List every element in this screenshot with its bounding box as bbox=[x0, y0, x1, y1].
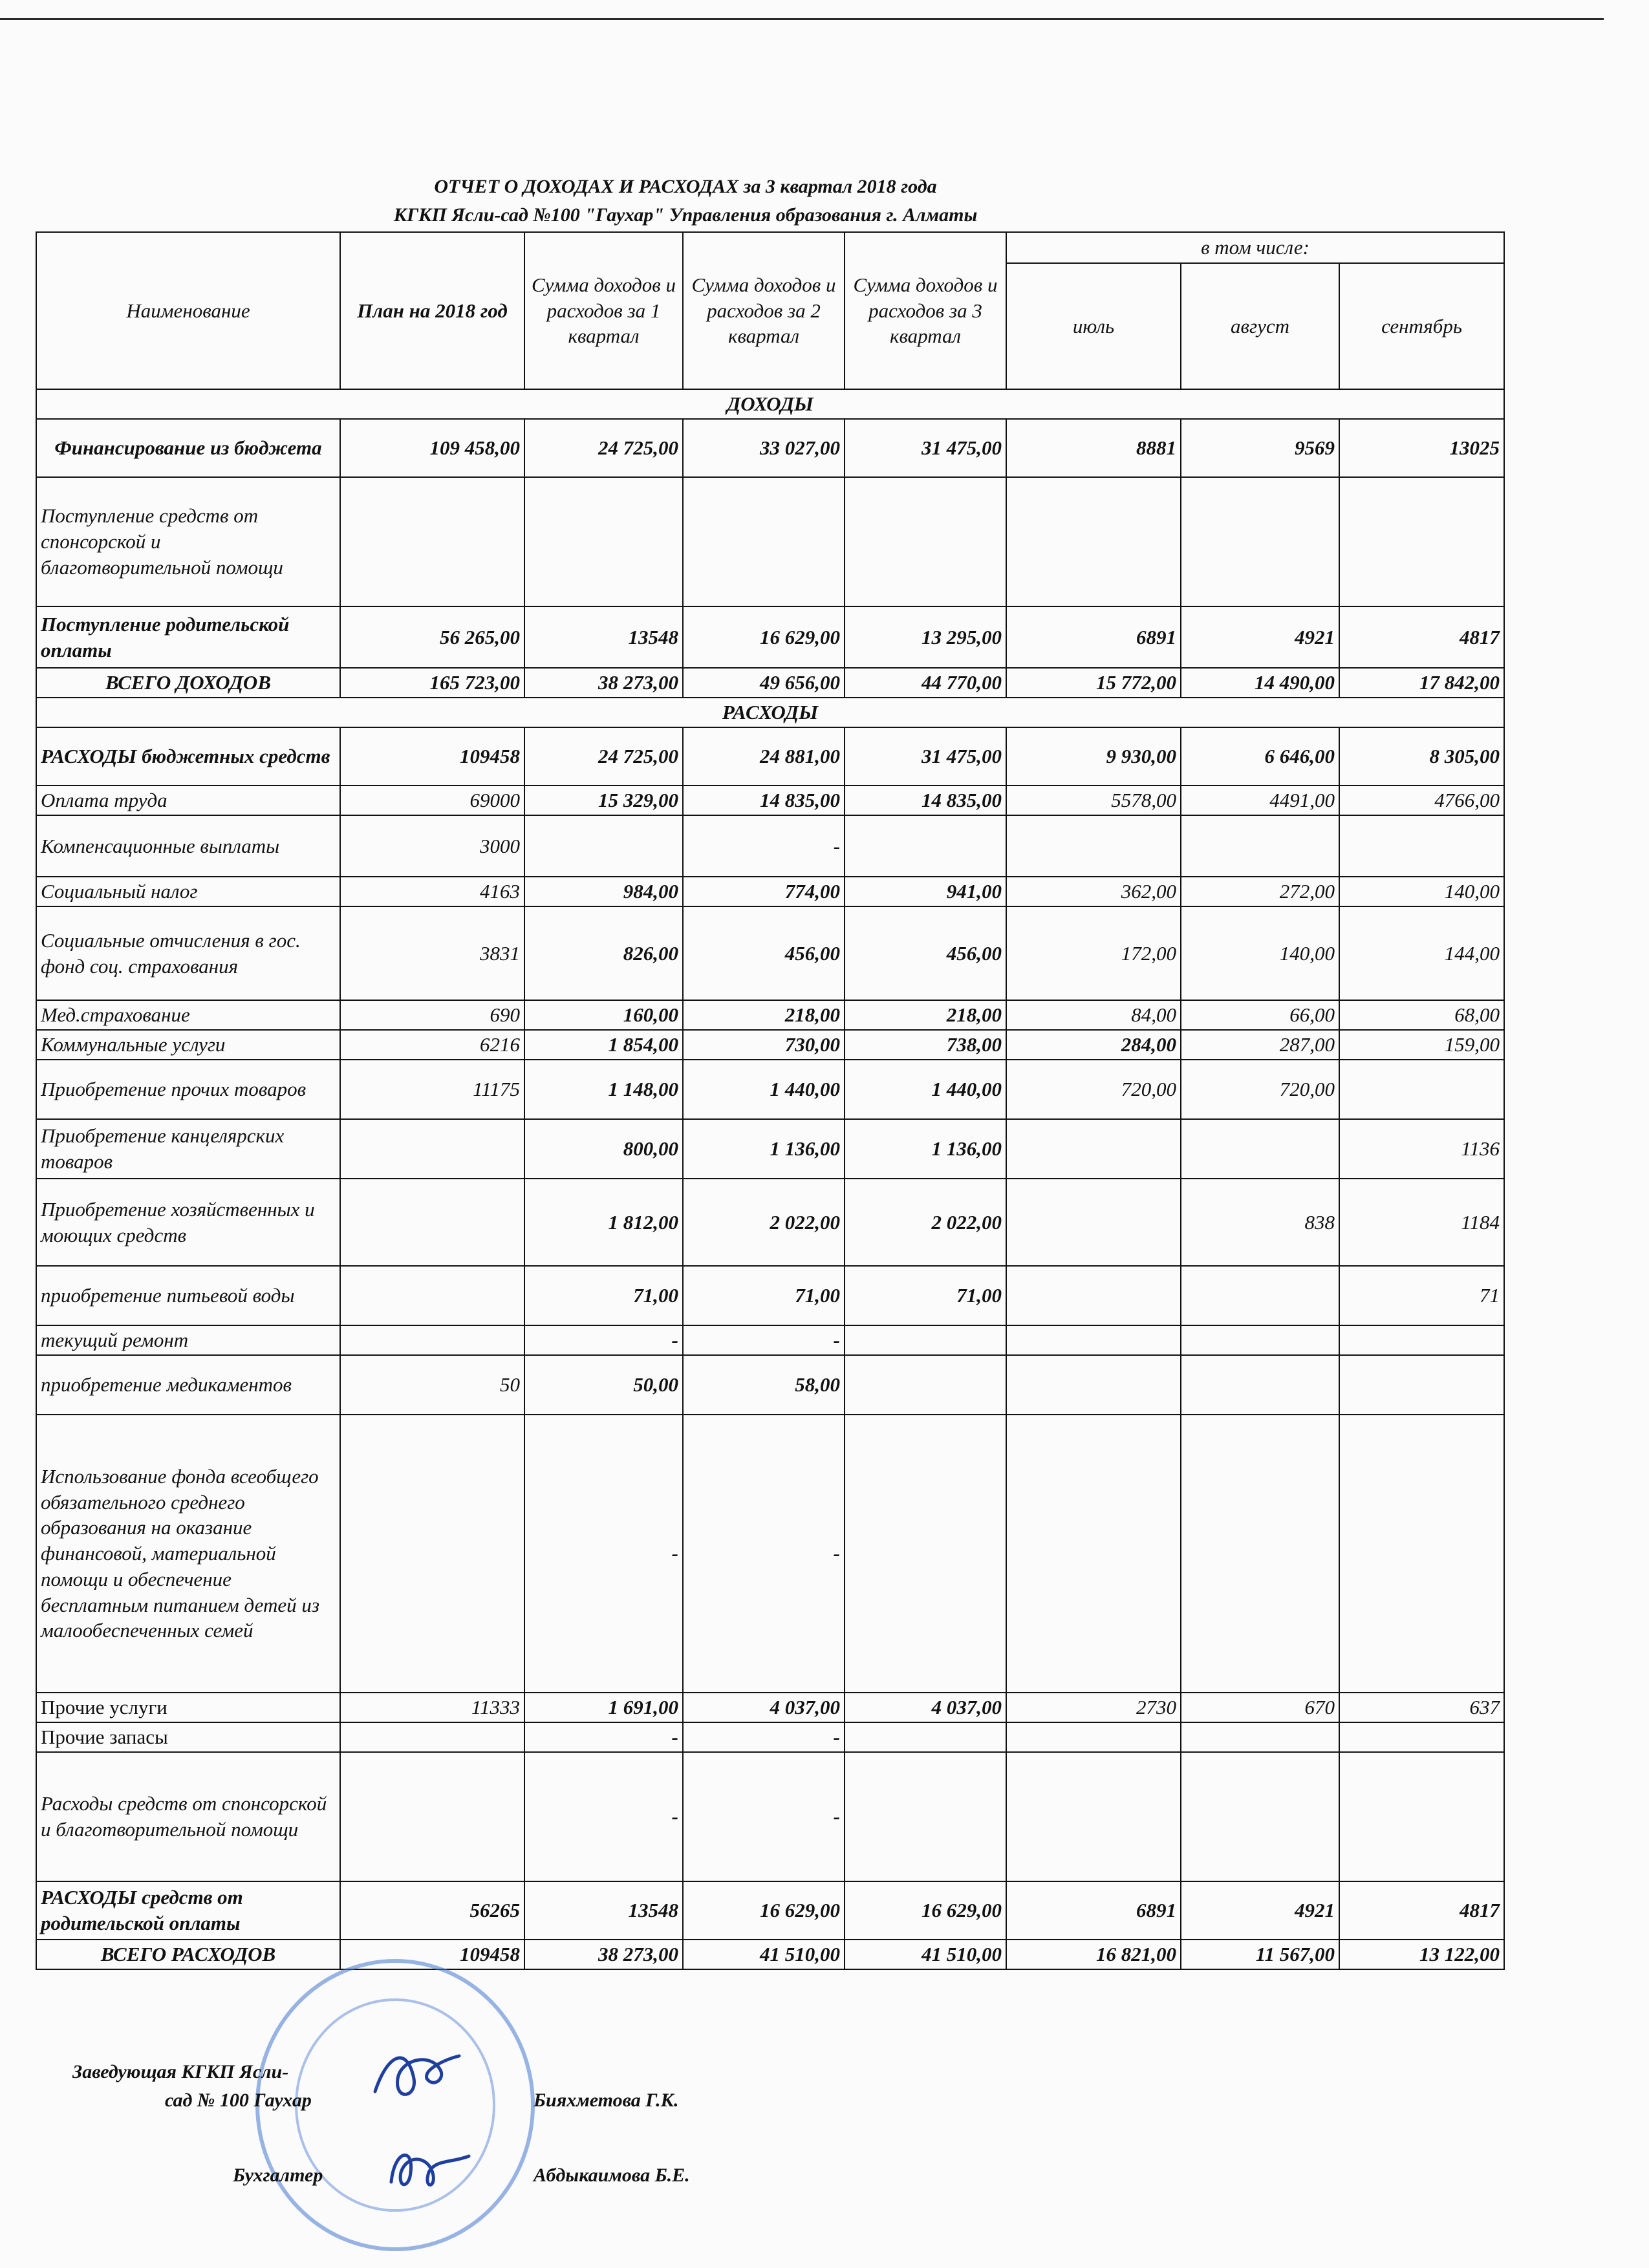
income-cell-q3: 44 770,00 bbox=[845, 668, 1006, 698]
expense-row-name: приобретение питьевой воды bbox=[36, 1266, 340, 1325]
expense-cell-aug: 720,00 bbox=[1181, 1060, 1339, 1119]
expense-cell-aug bbox=[1181, 1266, 1339, 1325]
expense-cell-aug bbox=[1181, 1752, 1339, 1881]
expense-row-name: Оплата труда bbox=[36, 786, 340, 815]
expense-cell-jul: 720,00 bbox=[1006, 1060, 1181, 1119]
expense-cell-q2: 24 881,00 bbox=[683, 727, 845, 786]
director-signature-icon bbox=[369, 2040, 466, 2111]
expense-cell-q1: 984,00 bbox=[524, 877, 683, 906]
income-cell-q2 bbox=[683, 477, 845, 606]
expense-cell-q1: 160,00 bbox=[524, 1000, 683, 1030]
expense-cell-sep: 68,00 bbox=[1339, 1000, 1504, 1030]
expense-cell-jul: 84,00 bbox=[1006, 1000, 1181, 1030]
income-row bbox=[36, 606, 1504, 668]
income-row bbox=[36, 419, 1504, 477]
expense-row bbox=[36, 1752, 1504, 1881]
expense-cell-jul bbox=[1006, 815, 1181, 877]
expense-row-name: ВСЕГО РАСХОДОВ bbox=[36, 1940, 340, 1969]
expense-cell-q2: - bbox=[683, 1325, 845, 1355]
header-name: Наименование bbox=[36, 232, 340, 389]
income-cell-sep bbox=[1339, 477, 1504, 606]
expense-row-name: Приобретение прочих товаров bbox=[36, 1060, 340, 1119]
expense-cell-jul: 6891 bbox=[1006, 1881, 1181, 1940]
expense-cell-q1: 1 854,00 bbox=[524, 1030, 683, 1060]
expense-row bbox=[36, 1030, 1504, 1060]
expense-cell-q1: 50,00 bbox=[524, 1355, 683, 1415]
expense-row bbox=[36, 1415, 1504, 1693]
expense-row bbox=[36, 786, 1504, 815]
income-row-name: Поступление родительской оплаты bbox=[36, 606, 340, 668]
expense-cell-plan: 50 bbox=[340, 1355, 524, 1415]
expense-cell-aug bbox=[1181, 815, 1339, 877]
expense-cell-aug: 670 bbox=[1181, 1693, 1339, 1722]
expense-cell-q2: 14 835,00 bbox=[683, 786, 845, 815]
header-plan: План на 2018 год bbox=[340, 232, 524, 389]
expense-cell-plan bbox=[340, 1119, 524, 1179]
expense-cell-q1: 826,00 bbox=[524, 906, 683, 1000]
expense-cell-sep: 140,00 bbox=[1339, 877, 1504, 906]
income-cell-jul: 15 772,00 bbox=[1006, 668, 1181, 698]
expense-row bbox=[36, 1722, 1504, 1752]
expense-cell-sep bbox=[1339, 1325, 1504, 1355]
expense-cell-sep: 8 305,00 bbox=[1339, 727, 1504, 786]
expense-row bbox=[36, 1693, 1504, 1722]
expense-row-name: РАСХОДЫ средств от родительской оплаты bbox=[36, 1881, 340, 1940]
report-title: ОТЧЕТ О ДОХОДАХ И РАСХОДАХ за 3 квартал 2018 года bbox=[434, 176, 937, 197]
expense-cell-plan: 56265 bbox=[340, 1881, 524, 1940]
expense-row-name: Социальный налог bbox=[36, 877, 340, 906]
expense-cell-plan: 11175 bbox=[340, 1060, 524, 1119]
expense-cell-sep: 159,00 bbox=[1339, 1030, 1504, 1060]
expense-cell-q3: 14 835,00 bbox=[845, 786, 1006, 815]
expense-cell-sep: 1184 bbox=[1339, 1179, 1504, 1266]
expense-cell-aug: 4921 bbox=[1181, 1881, 1339, 1940]
income-cell-aug: 4921 bbox=[1181, 606, 1339, 668]
expense-row bbox=[36, 1119, 1504, 1179]
expense-cell-aug: 838 bbox=[1181, 1179, 1339, 1266]
expense-cell-plan: 3000 bbox=[340, 815, 524, 877]
report-subtitle: КГКП Ясли-сад №100 "Гаухар" Управления образования г. Алматы bbox=[393, 204, 978, 226]
income-cell-q3 bbox=[845, 477, 1006, 606]
expense-cell-jul bbox=[1006, 1752, 1181, 1881]
expense-cell-plan bbox=[340, 1325, 524, 1355]
expense-cell-q1: - bbox=[524, 1325, 683, 1355]
expense-cell-plan bbox=[340, 1415, 524, 1693]
expense-cell-q2: 218,00 bbox=[683, 1000, 845, 1030]
expense-row-name: Мед.страхование bbox=[36, 1000, 340, 1030]
income-cell-sep: 17 842,00 bbox=[1339, 668, 1504, 698]
expense-row-name: Приобретение хозяйственных и моющих средств bbox=[36, 1179, 340, 1266]
expense-cell-jul bbox=[1006, 1325, 1181, 1355]
expense-row bbox=[36, 1266, 1504, 1325]
expense-cell-q3: 4 037,00 bbox=[845, 1693, 1006, 1722]
section-expenses: РАСХОДЫ bbox=[36, 698, 1504, 727]
expense-cell-q3 bbox=[845, 1325, 1006, 1355]
expense-cell-q1: 1 148,00 bbox=[524, 1060, 683, 1119]
income-row-name: ВСЕГО ДОХОДОВ bbox=[36, 668, 340, 698]
expense-cell-plan: 109458 bbox=[340, 1940, 524, 1969]
expense-cell-plan bbox=[340, 1179, 524, 1266]
income-cell-aug bbox=[1181, 477, 1339, 606]
expense-cell-plan: 4163 bbox=[340, 877, 524, 906]
expense-cell-sep: 1136 bbox=[1339, 1119, 1504, 1179]
income-cell-q2: 49 656,00 bbox=[683, 668, 845, 698]
expense-cell-q2: - bbox=[683, 815, 845, 877]
expense-cell-jul bbox=[1006, 1266, 1181, 1325]
expense-cell-q1: 24 725,00 bbox=[524, 727, 683, 786]
expense-cell-plan: 3831 bbox=[340, 906, 524, 1000]
expense-cell-sep: 4817 bbox=[1339, 1881, 1504, 1940]
expense-cell-q1: 15 329,00 bbox=[524, 786, 683, 815]
expense-cell-q2: - bbox=[683, 1722, 845, 1752]
expense-cell-sep bbox=[1339, 1355, 1504, 1415]
income-row-name: Поступление средств от спонсорской и благотворительной помощи bbox=[36, 477, 340, 606]
expense-cell-q3 bbox=[845, 1722, 1006, 1752]
expense-cell-q3 bbox=[845, 1355, 1006, 1415]
expense-cell-q2: 1 440,00 bbox=[683, 1060, 845, 1119]
header-q1: Сумма доходов и расходов за 1 квартал bbox=[524, 232, 683, 389]
accountant-signature-icon bbox=[378, 2137, 475, 2201]
expense-cell-aug bbox=[1181, 1119, 1339, 1179]
expense-cell-q1: - bbox=[524, 1415, 683, 1693]
expense-cell-q3: 218,00 bbox=[845, 1000, 1006, 1030]
expense-cell-q2: 2 022,00 bbox=[683, 1179, 845, 1266]
expense-cell-q2: 1 136,00 bbox=[683, 1119, 845, 1179]
income-cell-q3: 31 475,00 bbox=[845, 419, 1006, 477]
expense-row-name: Социальные отчисления в гос. фонд соц. страхования bbox=[36, 906, 340, 1000]
expense-cell-q1: 1 812,00 bbox=[524, 1179, 683, 1266]
income-cell-q1: 24 725,00 bbox=[524, 419, 683, 477]
expense-cell-q3: 1 136,00 bbox=[845, 1119, 1006, 1179]
expense-row bbox=[36, 906, 1504, 1000]
expense-cell-q3: 1 440,00 bbox=[845, 1060, 1006, 1119]
expense-row bbox=[36, 1881, 1504, 1940]
expense-cell-q1: 13548 bbox=[524, 1881, 683, 1940]
expense-row bbox=[36, 1355, 1504, 1415]
expense-cell-q1: - bbox=[524, 1722, 683, 1752]
expense-cell-aug bbox=[1181, 1355, 1339, 1415]
expense-cell-q2: 41 510,00 bbox=[683, 1940, 845, 1969]
expense-cell-sep bbox=[1339, 1722, 1504, 1752]
expense-cell-plan: 109458 bbox=[340, 727, 524, 786]
expense-cell-sep: 4766,00 bbox=[1339, 786, 1504, 815]
expense-cell-q1: 1 691,00 bbox=[524, 1693, 683, 1722]
expense-cell-aug: 6 646,00 bbox=[1181, 727, 1339, 786]
income-cell-plan: 165 723,00 bbox=[340, 668, 524, 698]
expense-cell-q2: - bbox=[683, 1752, 845, 1881]
expense-cell-jul: 9 930,00 bbox=[1006, 727, 1181, 786]
expense-cell-q3: 941,00 bbox=[845, 877, 1006, 906]
expense-cell-sep bbox=[1339, 1415, 1504, 1693]
expense-cell-sep: 144,00 bbox=[1339, 906, 1504, 1000]
header-september: сентябрь bbox=[1339, 263, 1504, 389]
expense-cell-q2: 16 629,00 bbox=[683, 1881, 845, 1940]
expense-cell-q3: 41 510,00 bbox=[845, 1940, 1006, 1969]
income-rows bbox=[36, 419, 1504, 698]
expense-cell-q2: 4 037,00 bbox=[683, 1693, 845, 1722]
expense-cell-q1: 38 273,00 bbox=[524, 1940, 683, 1969]
expense-cell-q3: 456,00 bbox=[845, 906, 1006, 1000]
expense-row bbox=[36, 1000, 1504, 1030]
expense-cell-aug: 140,00 bbox=[1181, 906, 1339, 1000]
expense-cell-jul: 284,00 bbox=[1006, 1030, 1181, 1060]
expense-cell-jul bbox=[1006, 1119, 1181, 1179]
expense-cell-q3: 71,00 bbox=[845, 1266, 1006, 1325]
expense-cell-q2: 71,00 bbox=[683, 1266, 845, 1325]
income-cell-jul: 8881 bbox=[1006, 419, 1181, 477]
expense-cell-jul: 172,00 bbox=[1006, 906, 1181, 1000]
expense-cell-jul: 16 821,00 bbox=[1006, 1940, 1181, 1969]
income-cell-jul: 6891 bbox=[1006, 606, 1181, 668]
income-cell-q2: 16 629,00 bbox=[683, 606, 845, 668]
expense-cell-q1 bbox=[524, 815, 683, 877]
expense-cell-sep bbox=[1339, 815, 1504, 877]
expense-cell-plan: 11333 bbox=[340, 1693, 524, 1722]
header-q3: Сумма доходов и расходов за 3 квартал bbox=[845, 232, 1006, 389]
expense-rows bbox=[36, 727, 1504, 1969]
expense-cell-jul bbox=[1006, 1722, 1181, 1752]
expense-cell-sep bbox=[1339, 1752, 1504, 1881]
report-table bbox=[36, 231, 1505, 1970]
expense-row-name: Прочие услуги bbox=[36, 1693, 340, 1722]
income-cell-plan: 56 265,00 bbox=[340, 606, 524, 668]
expense-cell-q3 bbox=[845, 1415, 1006, 1693]
expense-cell-q3: 2 022,00 bbox=[845, 1179, 1006, 1266]
director-label-line2: сад № 100 Гаухар bbox=[165, 2090, 312, 2111]
expense-cell-plan: 69000 bbox=[340, 786, 524, 815]
expense-row bbox=[36, 1940, 1504, 1969]
expense-row-name: Компенсационные выплаты bbox=[36, 815, 340, 877]
income-cell-q1: 38 273,00 bbox=[524, 668, 683, 698]
expense-row-name: Коммунальные услуги bbox=[36, 1030, 340, 1060]
expense-row-name: Приобретение канцелярских товаров bbox=[36, 1119, 340, 1179]
expense-cell-jul: 5578,00 bbox=[1006, 786, 1181, 815]
expense-row-name: Прочие запасы bbox=[36, 1722, 340, 1752]
expense-cell-plan: 690 bbox=[340, 1000, 524, 1030]
expense-row bbox=[36, 1179, 1504, 1266]
expense-cell-jul bbox=[1006, 1355, 1181, 1415]
expense-row bbox=[36, 1325, 1504, 1355]
expense-row-name: Использование фонда всеобщего обязательного среднего образования на оказание финансовой, материальной помощи и обеспечение бесплатным питанием детей из малообеспеченных семей bbox=[36, 1415, 340, 1693]
expense-cell-plan bbox=[340, 1722, 524, 1752]
director-label-line1: Заведующая КГКП Ясли- bbox=[72, 2061, 289, 2082]
income-cell-plan: 109 458,00 bbox=[340, 419, 524, 477]
expense-cell-aug: 66,00 bbox=[1181, 1000, 1339, 1030]
expense-cell-q1: 71,00 bbox=[524, 1266, 683, 1325]
income-cell-q1 bbox=[524, 477, 683, 606]
expense-cell-plan: 6216 bbox=[340, 1030, 524, 1060]
expense-row-name: приобретение медикаментов bbox=[36, 1355, 340, 1415]
expense-cell-aug bbox=[1181, 1415, 1339, 1693]
expense-cell-q3: 738,00 bbox=[845, 1030, 1006, 1060]
expense-cell-q3: 16 629,00 bbox=[845, 1881, 1006, 1940]
expense-cell-plan bbox=[340, 1752, 524, 1881]
header-including: в том числе: bbox=[1006, 232, 1504, 263]
expense-cell-jul: 362,00 bbox=[1006, 877, 1181, 906]
expense-cell-jul bbox=[1006, 1179, 1181, 1266]
expense-cell-aug: 272,00 bbox=[1181, 877, 1339, 906]
income-cell-aug: 14 490,00 bbox=[1181, 668, 1339, 698]
expense-cell-q3: 31 475,00 bbox=[845, 727, 1006, 786]
income-row bbox=[36, 668, 1504, 698]
expense-cell-q2: 58,00 bbox=[683, 1355, 845, 1415]
header-july: июль bbox=[1006, 263, 1181, 389]
expense-cell-jul: 2730 bbox=[1006, 1693, 1181, 1722]
header-q2: Сумма доходов и расходов за 2 квартал bbox=[683, 232, 845, 389]
income-cell-q1: 13548 bbox=[524, 606, 683, 668]
expense-cell-q1: - bbox=[524, 1752, 683, 1881]
income-row-name: Финансирование из бюджета bbox=[36, 419, 340, 477]
expense-cell-q2: 774,00 bbox=[683, 877, 845, 906]
expense-row bbox=[36, 727, 1504, 786]
expense-cell-aug: 11 567,00 bbox=[1181, 1940, 1339, 1969]
expense-cell-jul bbox=[1006, 1415, 1181, 1693]
expense-cell-aug: 287,00 bbox=[1181, 1030, 1339, 1060]
expense-cell-aug bbox=[1181, 1722, 1339, 1752]
expense-row bbox=[36, 1060, 1504, 1119]
expense-cell-q1: 800,00 bbox=[524, 1119, 683, 1179]
expense-row-name: текущий ремонт bbox=[36, 1325, 340, 1355]
scan-border-line bbox=[0, 18, 1604, 20]
income-cell-plan bbox=[340, 477, 524, 606]
expense-cell-q2: 456,00 bbox=[683, 906, 845, 1000]
expense-cell-aug: 4491,00 bbox=[1181, 786, 1339, 815]
expense-row bbox=[36, 815, 1504, 877]
expense-cell-q3 bbox=[845, 1752, 1006, 1881]
expense-row-name: РАСХОДЫ бюджетных средств bbox=[36, 727, 340, 786]
section-income: ДОХОДЫ bbox=[36, 389, 1504, 419]
director-name: Бияхметова Г.К. bbox=[534, 2090, 679, 2111]
accountant-label: Бухгалтер bbox=[233, 2165, 323, 2186]
income-cell-sep: 4817 bbox=[1339, 606, 1504, 668]
expense-cell-q2: 730,00 bbox=[683, 1030, 845, 1060]
income-cell-aug: 9569 bbox=[1181, 419, 1339, 477]
header-august: август bbox=[1181, 263, 1339, 389]
accountant-name: Абдыкаимова Б.Е. bbox=[534, 2165, 690, 2186]
income-cell-q2: 33 027,00 bbox=[683, 419, 845, 477]
expense-cell-aug bbox=[1181, 1325, 1339, 1355]
income-cell-sep: 13025 bbox=[1339, 419, 1504, 477]
income-row bbox=[36, 477, 1504, 606]
income-cell-q3: 13 295,00 bbox=[845, 606, 1006, 668]
expense-row bbox=[36, 877, 1504, 906]
expense-cell-q3 bbox=[845, 815, 1006, 877]
expense-cell-sep: 637 bbox=[1339, 1693, 1504, 1722]
expense-row-name: Расходы средств от спонсорской и благотворительной помощи bbox=[36, 1752, 340, 1881]
expense-cell-plan bbox=[340, 1266, 524, 1325]
expense-cell-sep: 13 122,00 bbox=[1339, 1940, 1504, 1969]
income-cell-jul bbox=[1006, 477, 1181, 606]
expense-cell-q2: - bbox=[683, 1415, 845, 1693]
expense-cell-sep: 71 bbox=[1339, 1266, 1504, 1325]
expense-cell-sep bbox=[1339, 1060, 1504, 1119]
